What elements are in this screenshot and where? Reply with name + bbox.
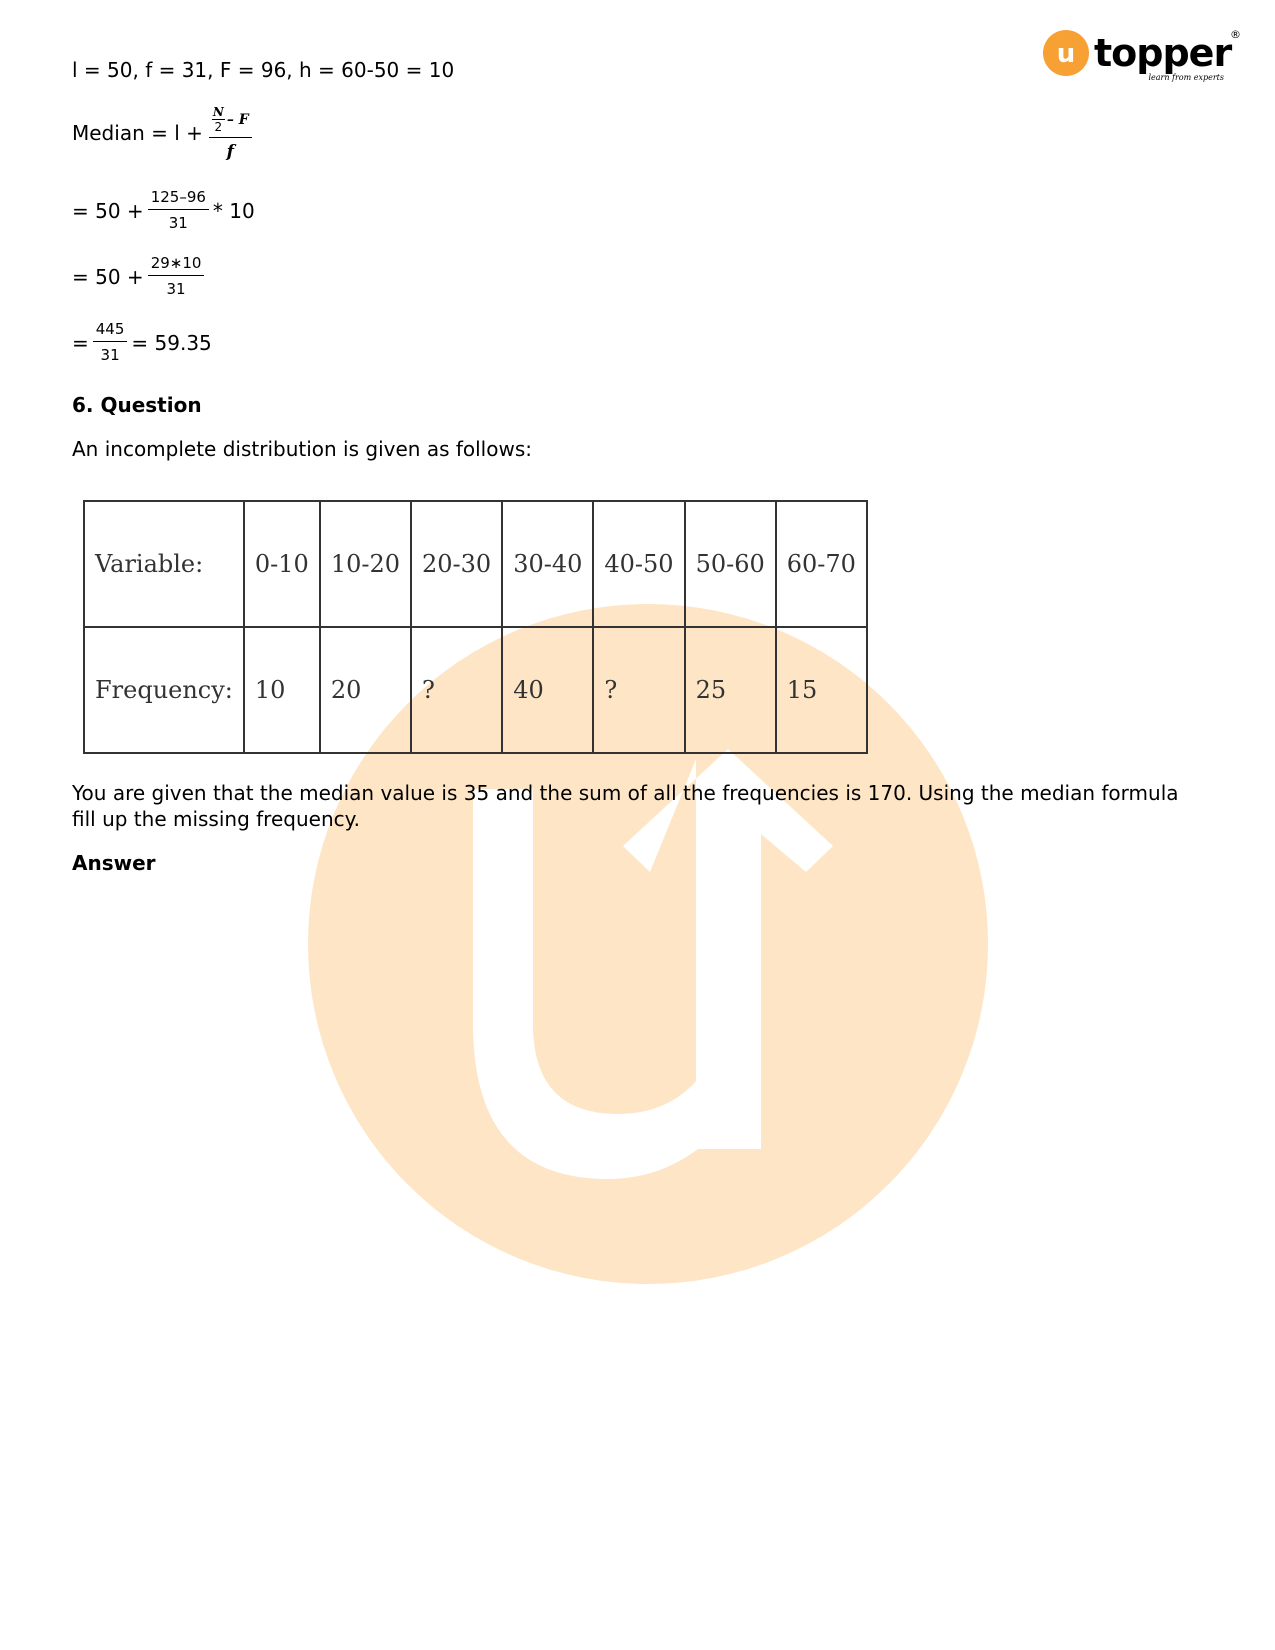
row-label-variable: Variable: bbox=[84, 501, 244, 627]
question-body: You are given that the median value is 35 and the sum of all the frequencies is 170. Using the median formula fill up the missing frequency. bbox=[72, 781, 1179, 831]
logo-tagline: learn from experts bbox=[1148, 73, 1224, 82]
topper-logo bbox=[1040, 26, 1240, 88]
step-2: = 50 + $\frac{29∗10}{31}$ bbox=[72, 256, 208, 297]
table-cell: 50-60 bbox=[685, 501, 776, 627]
logo-letter: u bbox=[1056, 39, 1076, 69]
table-row bbox=[84, 501, 867, 627]
formula-f: f bbox=[226, 142, 234, 162]
question-intro: An incomplete distribution is given as follows: bbox=[72, 437, 532, 461]
question-heading: 6. Question bbox=[72, 393, 202, 417]
given-values: l = 50, f = 31, F = 96, h = 60-50 = 10 bbox=[72, 58, 455, 82]
table-cell: 60-70 bbox=[776, 501, 867, 627]
table-cell: 20 bbox=[320, 627, 411, 753]
logo-text: topper bbox=[1094, 31, 1232, 75]
table-cell: ? bbox=[593, 627, 684, 753]
table-cell: 10 bbox=[244, 627, 320, 753]
answer-heading: Answer bbox=[72, 851, 156, 875]
registered-mark: ® bbox=[1230, 28, 1240, 41]
table-cell: 15 bbox=[776, 627, 867, 753]
table-cell: ? bbox=[411, 627, 502, 753]
table-cell: 30-40 bbox=[502, 501, 593, 627]
row-label-frequency: Frequency: bbox=[84, 627, 244, 753]
table-row bbox=[84, 627, 867, 753]
step-1: = 50 + $\frac{125-96}{31}$ * 10 bbox=[72, 188, 255, 232]
step-3: = $\frac{445}{31}$ = 59.35 bbox=[72, 320, 212, 364]
formula-minus-F: – F bbox=[226, 111, 249, 128]
table-cell: 20-30 bbox=[411, 501, 502, 627]
table-cell: 40-50 bbox=[593, 501, 684, 627]
table-cell: 40 bbox=[502, 627, 593, 753]
formula-N: N bbox=[212, 105, 224, 119]
median-label: Median = l + bbox=[72, 120, 203, 145]
formula-2: 2 bbox=[214, 120, 223, 134]
table-cell: 10-20 bbox=[320, 501, 411, 627]
distribution-table bbox=[83, 500, 868, 754]
table-cell: 0-10 bbox=[244, 501, 320, 627]
median-formula bbox=[72, 104, 256, 161]
median-fraction bbox=[209, 104, 252, 161]
table-cell: 25 bbox=[685, 627, 776, 753]
